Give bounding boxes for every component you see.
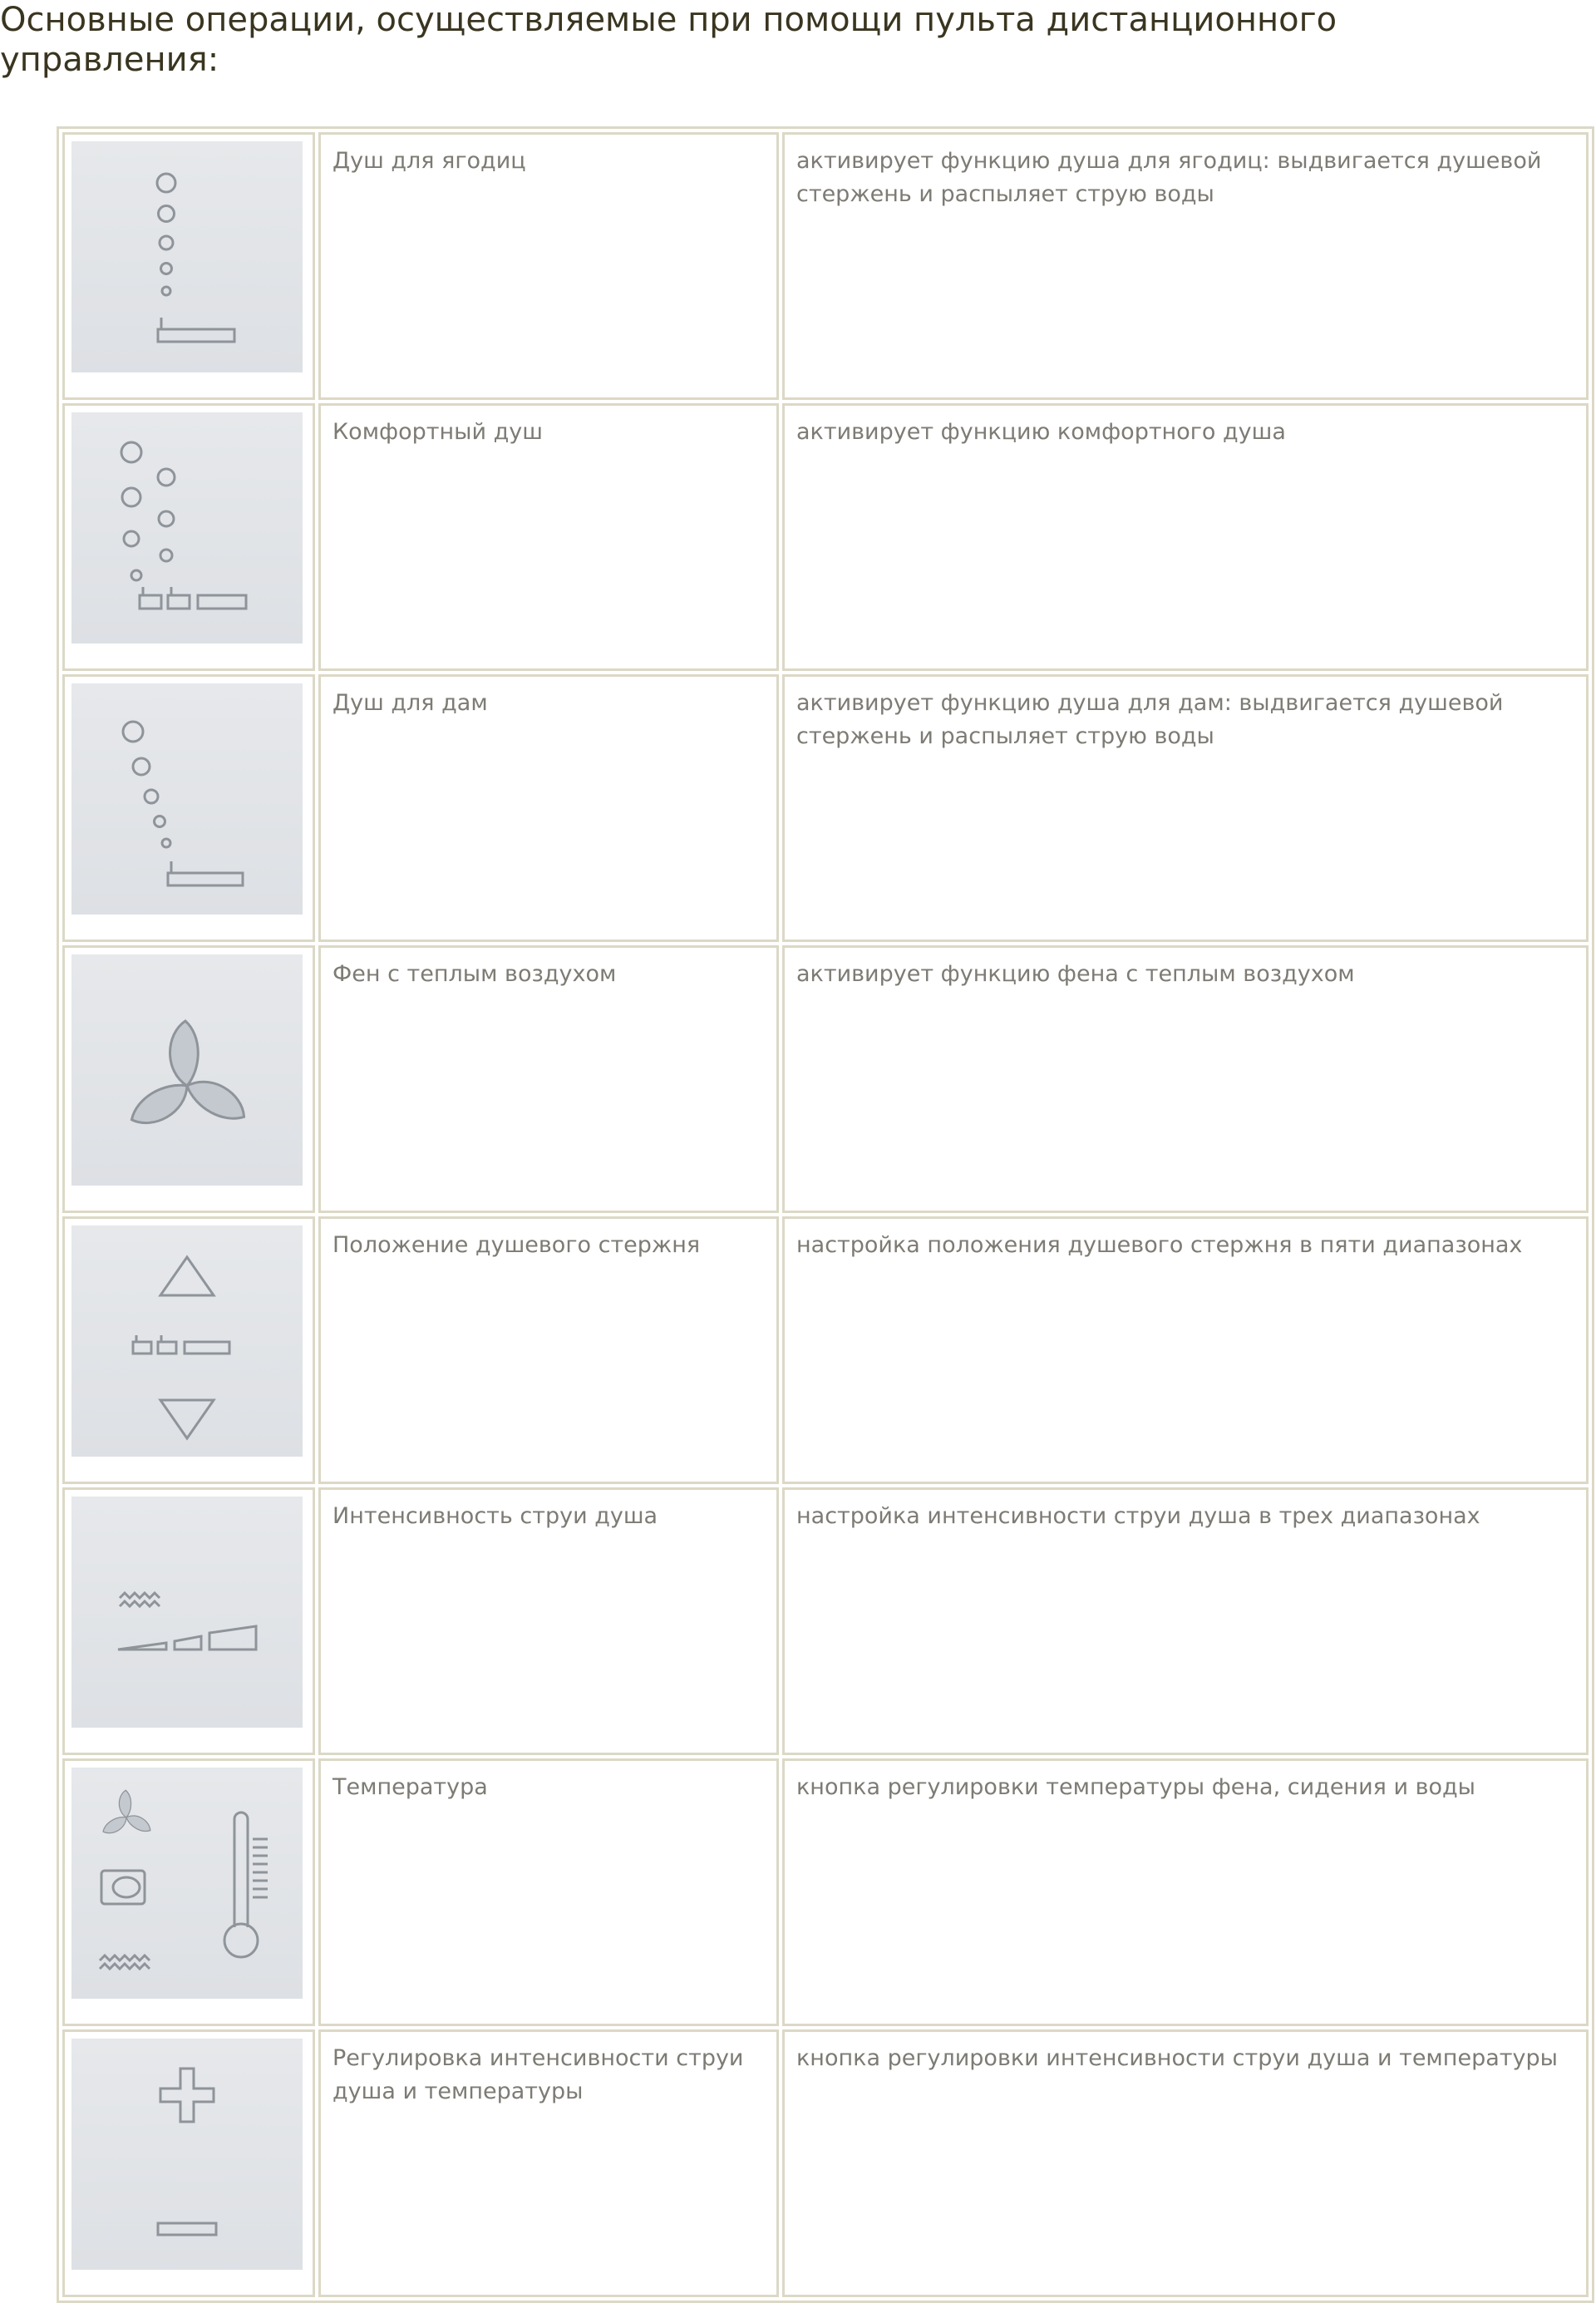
operation-name: Регулировка интенсивности струи душа и температуры (332, 2045, 744, 2104)
operation-description: активирует функцию душа для дам: выдвигается душевой стержень и распыляет струю воды (796, 690, 1504, 749)
operation-name: Комфортный душ (332, 419, 543, 445)
table-row (62, 674, 1589, 942)
operation-name: Душ для дам (332, 690, 488, 716)
plus-minus-icon (71, 2039, 303, 2270)
operation-description: активирует функцию душа для ягодиц: выдвигается душевой стержень и распыляет струю воды (796, 148, 1542, 207)
remote-button-panel (71, 683, 303, 915)
remote-button-panel (71, 141, 303, 372)
table-row (62, 1487, 1589, 1755)
operation-name: Интенсивность струи душа (332, 1503, 658, 1529)
remote-button-panel (71, 412, 303, 644)
operation-description: настройка интенсивности струи душа в трех диапазонах (796, 1503, 1480, 1529)
spray-intensity-icon (71, 1497, 303, 1728)
remote-button-panel (71, 1497, 303, 1728)
table-row (62, 132, 1589, 400)
operation-name: Положение душевого стержня (332, 1232, 701, 1258)
operation-description: активирует функцию фена с теплым воздухом (796, 961, 1355, 987)
comfort-shower-icon (71, 412, 303, 644)
operation-name: Душ для ягодиц (332, 148, 526, 174)
operation-name: Фен с теплым воздухом (332, 961, 617, 987)
operation-description: активирует функцию комфортного душа (796, 419, 1286, 445)
operation-name: Температура (332, 1774, 488, 1800)
lady-shower-icon (71, 683, 303, 915)
rear-shower-icon (71, 141, 303, 372)
table-row (62, 403, 1589, 671)
table-row (62, 1216, 1589, 1484)
remote-button-panel (71, 1768, 303, 1999)
remote-button-panel (71, 1225, 303, 1457)
operation-description: кнопка регулировки интенсивности струи душа и температуры (796, 2045, 1558, 2071)
operation-description: настройка положения душевого стержня в пяти диапазонах (796, 1232, 1523, 1258)
operation-description: кнопка регулировки температуры фена, сидения и воды (796, 1774, 1476, 1800)
table-row (62, 945, 1589, 1213)
temperature-icon (71, 1768, 303, 1999)
table-row (62, 2029, 1589, 2297)
operations-table (57, 126, 1594, 2303)
page-title: Основные операции, осуществляемые при помощи пульта дистанционного управления: (0, 1, 1337, 79)
remote-button-panel (71, 2039, 303, 2270)
fan-icon (71, 954, 303, 1186)
table-row (62, 1758, 1589, 2026)
nozzle-position-icon (71, 1225, 303, 1457)
remote-button-panel (71, 954, 303, 1186)
